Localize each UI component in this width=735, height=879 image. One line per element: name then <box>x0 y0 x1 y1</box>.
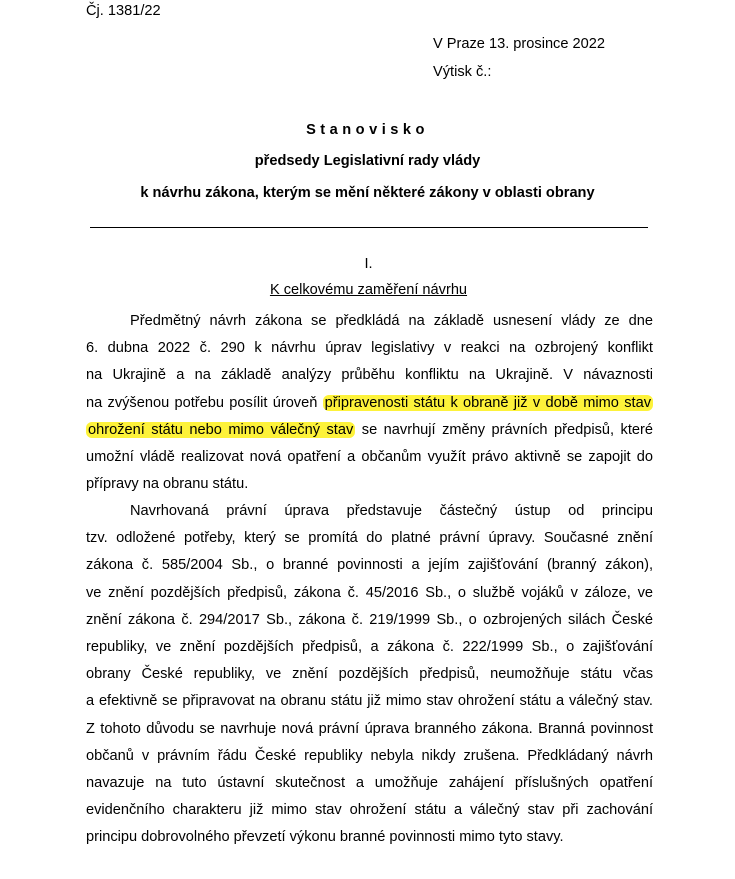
document-title: Stanovisko <box>306 122 429 138</box>
highlighted-text: připravenosti státu k obraně již v době mimo stav <box>324 394 651 411</box>
highlighted-text: ohrožení státu nebo mimo válečný stav <box>88 421 354 438</box>
document-subtitle: předsedy Legislativní rady vlády <box>254 153 481 169</box>
title-divider <box>90 227 648 228</box>
place-date: V Praze 13. prosince 2022 <box>433 36 605 52</box>
paragraph-line: principu dobrovolného převzetí výkonu branné povinnosti mimo tyto stavy. <box>86 829 564 846</box>
text-segment: se navrhují změny právních předpisů, které <box>355 421 653 438</box>
paragraph-line: 6. dubna 2022 č. 290 k návrhu úprav legislativy v reakci na ozbrojený konflikt <box>86 340 653 357</box>
paragraph-line <box>86 390 653 417</box>
paragraph-line: evidenčního charakteru již mimo stav ohrožení státu a válečný stav při zachování <box>86 802 653 819</box>
paragraph-line: republiky, ve znění pozdějších předpisů, a zákona č. 222/1999 Sb., o zajišťování <box>86 639 653 656</box>
paragraph-line: ve znění pozdějších předpisů, zákona č. 45/2016 Sb., o službě vojáků v záloze, ve <box>86 584 653 601</box>
paragraph-line <box>86 417 653 444</box>
paragraph-line: obrany České republiky, ve znění pozdějších předpisů, neumožňuje státu včas <box>86 666 653 683</box>
paragraph-line: zákona č. 585/2004 Sb., o branné povinnosti a jejím zajišťování (branný zákon), <box>86 557 653 574</box>
paragraph-line: znění zákona č. 294/2017 Sb., zákona č. 219/1999 Sb., o ozbrojených silách České <box>86 611 653 628</box>
paragraph-line: přípravy na obranu státu. <box>86 476 249 493</box>
section-heading: K celkovému zaměření návrhu <box>269 282 468 298</box>
paragraph-line: tzv. odložené potřeby, který se promítá do platné právní úpravy. Současné znění <box>86 530 653 547</box>
paragraph-1 <box>86 308 653 498</box>
reference-number: Čj. 1381/22 <box>86 3 161 19</box>
paragraph-line: Z tohoto důvodu se navrhuje nová právní úprava branného zákona. Branná povinnost <box>86 720 653 737</box>
paragraph-line: na Ukrajině a na základě analýzy průběhu konfliktu na Ukrajině. V návaznosti <box>86 367 653 384</box>
paragraph-line: Předmětný návrh zákona se předkládá na základě usnesení vlády ze dne <box>130 313 653 329</box>
paragraph-2 <box>86 498 653 852</box>
paragraph-line: Navrhovaná právní úprava představuje částečný ústup od principu <box>130 503 653 519</box>
paragraph-line: umožní vládě realizovat nová opatření a občanům využít právo aktivně se zapojit do <box>86 449 653 466</box>
section-number: I. <box>364 256 373 272</box>
copy-number-label: Výtisk č.: <box>433 64 492 80</box>
paragraph-line: a efektivně se připravovat na obranu státu již mimo stav ohrožení státu a válečný stav. <box>86 693 653 710</box>
document-subject: k návrhu zákona, kterým se mění některé zákony v oblasti obrany <box>140 185 595 201</box>
text-segment: na zvýšenou potřebu posílit úroveň <box>86 394 323 411</box>
paragraph-line: navazuje na tuto ústavní skutečnost a umožňuje zahájení příslušných opatření <box>86 775 653 792</box>
paragraph-line: občanů v právním řádu České republiky nebyla nikdy zrušena. Předkládaný návrh <box>86 747 653 764</box>
